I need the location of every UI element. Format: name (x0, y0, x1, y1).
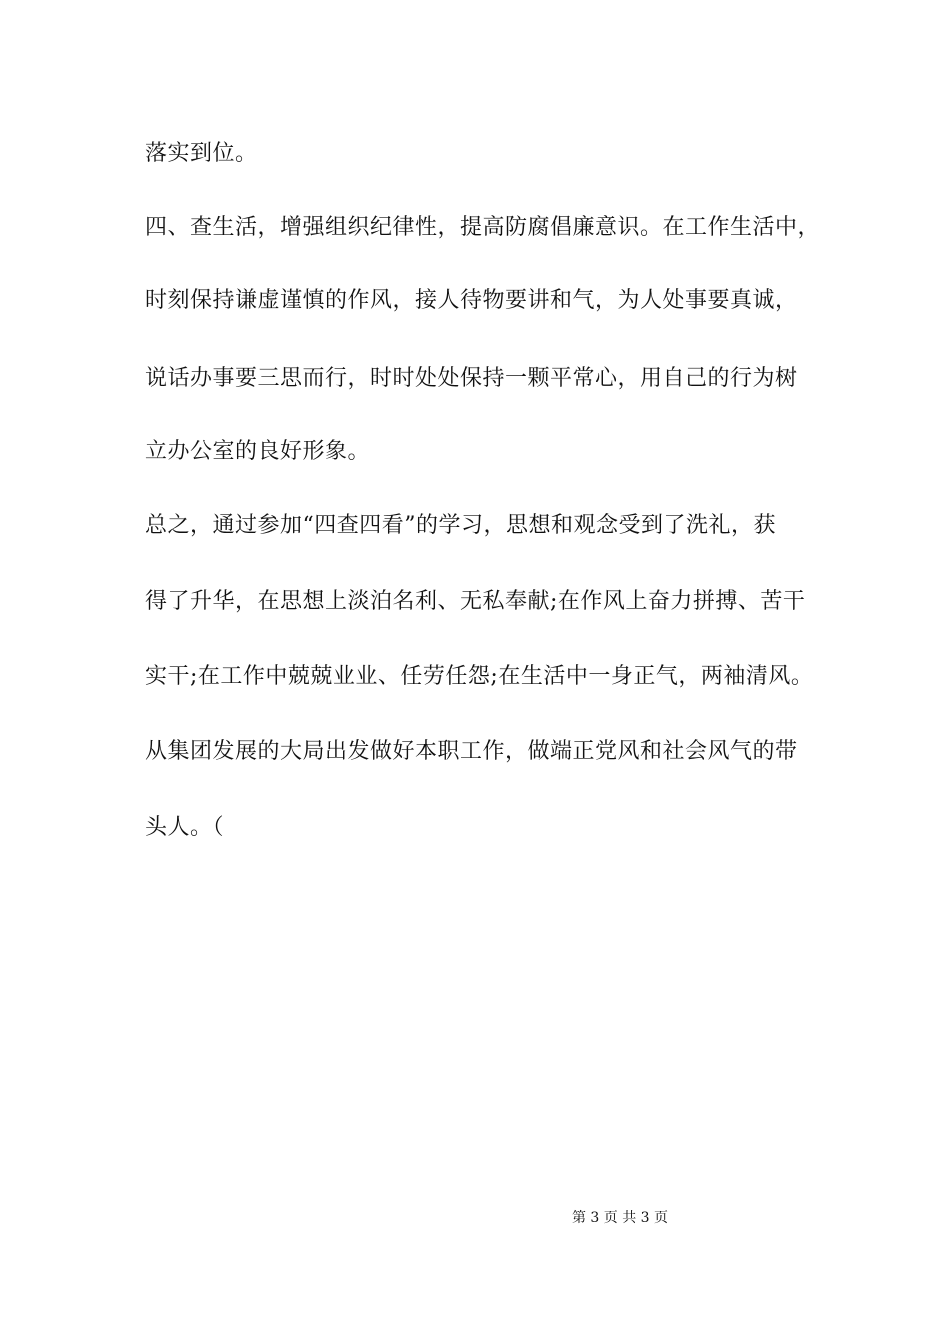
page-number: 第 3 页 共 3 页 (571, 1210, 669, 1226)
text-line: 说话办事要三思而行，时时处处保持一颗平常心，用自己的行为树 (145, 366, 798, 391)
text-line: 总之，通过参加“四查四看”的学习，思想和观念受到了洗礼，获 (145, 513, 776, 538)
text-line: 时刻保持谦虚谨慎的作风，接人待物要讲和气，为人处事要真诚， (145, 288, 798, 313)
text-line: 四、查生活，增强组织纪律性，提高防腐倡廉意识。在工作生活中， (145, 215, 821, 240)
text-line: 从集团发展的大局出发做好本职工作，做端正党风和社会风气的带 (145, 739, 798, 764)
text-line: 立办公室的良好形象。 (145, 439, 371, 464)
text-line: 落实到位。 (145, 141, 258, 166)
text-line: 头人。（ (145, 815, 225, 840)
text-line: 得了升华，在思想上淡泊名利、无私奉献;在作风上奋力拼搏、苦干 (145, 589, 806, 614)
text-line: 实干;在工作中兢兢业业、任劳任怨;在生活中一身正气，两袖清风。 (145, 664, 814, 689)
